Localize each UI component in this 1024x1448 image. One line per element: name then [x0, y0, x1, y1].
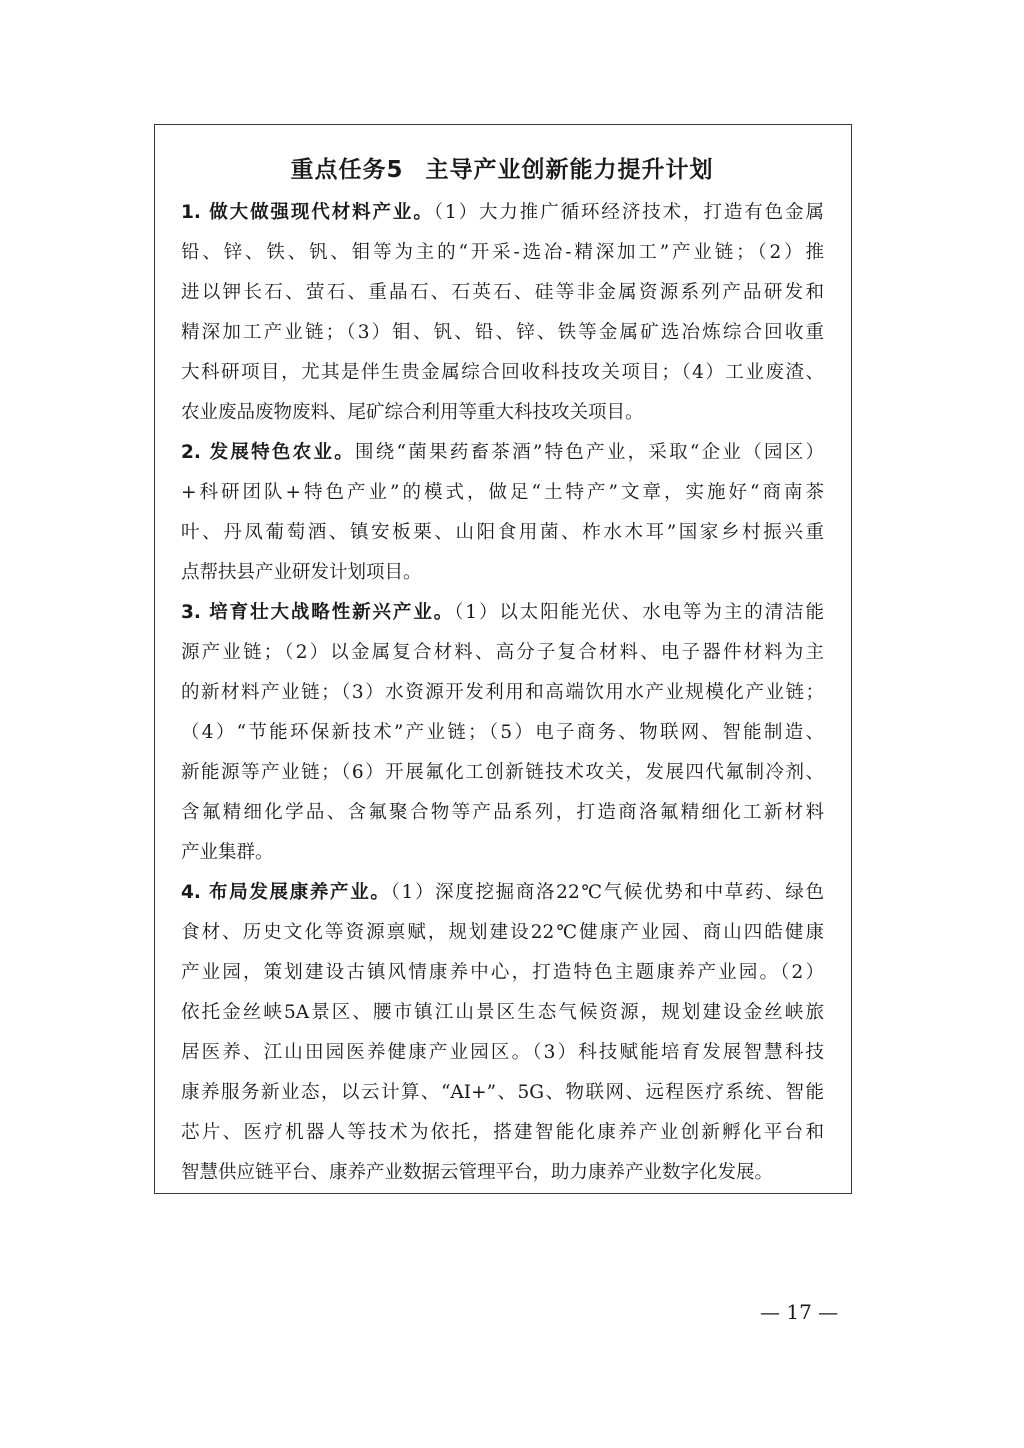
page-number: — 17 —	[760, 1300, 839, 1324]
section-heading: 2. 发展特色农业。	[181, 442, 355, 463]
paragraph-line: 农业废品废物废料、尾矿综合利用等重大科技攻关项目。	[181, 402, 644, 423]
paragraph-line: 点帮扶县产业研发计划项目。	[181, 562, 422, 583]
section-heading: 4. 布局发展康养产业。	[181, 882, 391, 903]
paragraph-line: 产业园，策划建设古镇风情康养中心，打造特色主题康养产业园。（2）	[181, 962, 824, 983]
paragraph-line: 的新材料产业链；（3）水资源开发利用和高端饮用水产业规模化产业链；	[181, 682, 824, 703]
paragraph-line: 康养服务新业态，以云计算、“AI+”、5G、物联网、远程医疗系统、智能	[181, 1082, 824, 1103]
paragraph-line: 居医养、江山田园医养健康产业园区。（3）科技赋能培育发展智慧科技	[181, 1042, 824, 1063]
task-title	[0, 150, 1004, 190]
paragraph-line: 3. 培育壮大战略性新兴产业。（1）以太阳能光伏、水电等为主的清洁能	[181, 602, 824, 623]
paragraph-line: 1. 做大做强现代材料产业。（1）大力推广循环经济技术，打造有色金属	[181, 202, 824, 223]
paragraph-line: 产业集群。	[181, 842, 274, 863]
paragraph-line: 芯片、医疗机器人等技术为依托，搭建智能化康养产业创新孵化平台和	[181, 1122, 824, 1143]
section-heading: 1. 做大做强现代材料产业。	[181, 202, 434, 223]
paragraph-line: 依托金丝峡5A景区、腰市镇江山景区生态气候资源，规划建设金丝峡旅	[181, 1002, 824, 1023]
paragraph-line: 进以钾长石、萤石、重晶石、石英石、硅等非金属资源系列产品研发和	[181, 282, 824, 303]
section-heading: 3. 培育壮大战略性新兴产业。	[181, 602, 455, 623]
paragraph-line: 铅、锌、铁、钒、钼等为主的“开采-选冶-精深加工”产业链；（2）推	[181, 242, 824, 263]
paragraph-line: 源产业链；（2）以金属复合材料、高分子复合材料、电子器件材料为主	[181, 642, 824, 663]
paragraph-line: 叶、丹凤葡萄酒、镇安板栗、山阳食用菌、柞水木耳”国家乡村振兴重	[181, 522, 824, 543]
paragraph-line: 2. 发展特色农业。围绕“菌果药畜茶酒”特色产业，采取“企业（园区）	[181, 442, 824, 463]
task-title-label: 重点任务5	[290, 157, 404, 183]
task-title-text: 主导产业创新能力提升计划	[425, 157, 714, 183]
paragraph-line: 含氟精细化学品、含氟聚合物等产品系列，打造商洛氟精细化工新材料	[181, 802, 824, 823]
paragraph-line: 精深加工产业链；（3）钼、钒、铅、锌、铁等金属矿选冶炼综合回收重	[181, 322, 824, 343]
paragraph-line: +科研团队+特色产业”的模式，做足“土特产”文章，实施好“商南茶	[181, 482, 824, 503]
paragraph-line: 新能源等产业链；（6）开展氟化工创新链技术攻关，发展四代氟制冷剂、	[181, 762, 824, 783]
paragraph-line: （4）“节能环保新技术”产业链；（5）电子商务、物联网、智能制造、	[181, 722, 824, 743]
paragraph-line: 大科研项目，尤其是伴生贵金属综合回收科技攻关项目；（4）工业废渣、	[181, 362, 824, 383]
paragraph-line: 4. 布局发展康养产业。（1）深度挖掘商洛22℃气候优势和中草药、绿色	[181, 882, 825, 903]
paragraph-line: 智慧供应链平台、康养产业数据云管理平台，助力康养产业数字化发展。	[181, 1162, 774, 1183]
paragraph-line: 食材、历史文化等资源禀赋，规划建设22℃健康产业园、商山四皓健康	[181, 922, 824, 943]
